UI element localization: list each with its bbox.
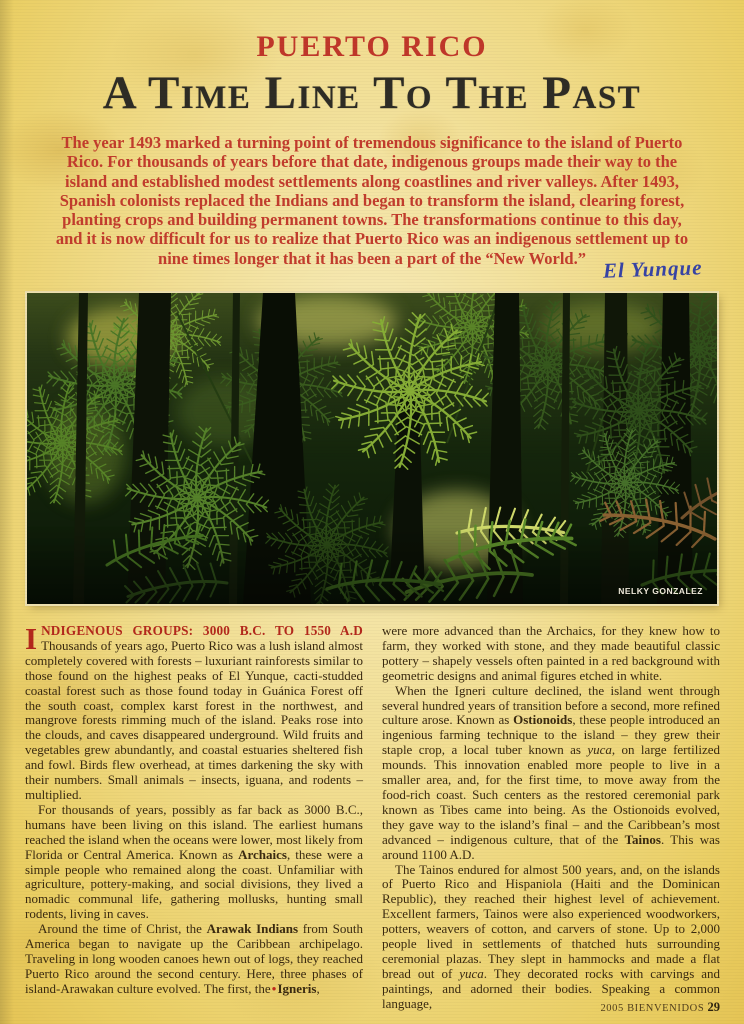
page-title: A Time Line To The Past	[102, 67, 642, 119]
article-paragraph	[25, 922, 363, 997]
text-segment: Arawak Indians	[206, 921, 298, 937]
text-segment: ,	[316, 980, 320, 996]
text-segment: Ostionoids	[513, 712, 573, 728]
drop-cap: I	[25, 621, 38, 656]
text-segment: yuca	[587, 742, 612, 758]
rainforest-illustration	[27, 293, 717, 604]
text-segment: . This was around 1100 A.D.	[382, 831, 720, 862]
text-segment: Archaics	[238, 846, 287, 862]
text-segment: , these people introduced an ingenious farming technique to the island – they grew their staple crop, a local tuber known as	[382, 712, 720, 758]
magazine-name: 2005 BIENVENIDOS	[600, 1003, 705, 1014]
article-paragraph	[382, 624, 720, 684]
article-paragraph	[382, 684, 720, 863]
text-segment: When the Igneri culture declined, the island went through several hundred years of transition before a second, more refined culture arose. Known as	[382, 682, 720, 728]
text-segment: , on large fertilized mounds. This innovation enabled more people to live in a smaller area, and, for the first time, to move away from the food-rich coast. Such centers as the restored ceremonial park known as Tibes came into being. As the Ostionoids evolved, they gave way to the island’s final – and the Caribbean’s most advanced – indigenous culture, that of the	[382, 742, 720, 847]
photo-credit: NELKY GONZALEZ	[618, 586, 703, 596]
article-paragraph	[25, 621, 363, 803]
intro-paragraph: The year 1493 marked a turning point of tremendous significance to the island of Puerto Rico. For thousands of years before that date, indigenous groups made their way to the island and established modest settlements along coastlines and river valleys. After 1493, Spanish colonists replaced the Indians and began to transform the island, clearing forest, planting crops and building permanent towns. The transformations continue to this day, and it is now difficult for us to realize that Puerto Rico was an indigenous settlement up to nine times longer that it has been a part of the “New World.”	[55, 133, 689, 268]
text-segment: The Tainos endured for almost 500 years, and, on the islands of Puerto Rico and Hispaniola (Haiti and the Dominican Republic), they reached their highest level of achievement. Excellent farmers, Tainos were also experienced woodworkers, potters, weavers of cotton, and carvers of stone. Up to 2,000 people lived in settlements of thatched huts surrounding ceremonial plazas. They slept in hammocks and made a flat bread out of	[382, 861, 720, 981]
text-segment: Thousands of years ago, Puerto Rico was a lush island almost completely covered with forests – luxuriant rainforests similar to those found on the highest peaks of El Yunque, cacti-studded coastal forest such as those found today in Guánica Forest off the south coast, complex karst forest in the northwest, and mangrove forests rimming much of the island. Peaks rose into the clouds, and caves disappeared underground. Wild fruits and vegetables grew abundantly, and coastal estuaries sheltered fish and fowl. Birds flew overhead, at times darkening the sky with their numbers. Small animals – insects, iguana, and rodents – multiplied.	[25, 637, 363, 802]
text-segment: Igneris	[277, 980, 317, 996]
text-segment: For thousands of years, possibly as far back as 3000 B.C., humans have been living on this island. The earliest humans reached the island when the oceans were lower, most likely from Florida or Central America. Known as	[25, 801, 363, 862]
text-segment: ●	[271, 983, 277, 993]
text-segment: from South America began to navigate up the Caribbean archipelago. Traveling in long wooden canoes hewn out of logs, they reached Puerto Rico around the second century. Here, three phases of island-Arawakan culture evolved. The first, the	[25, 921, 363, 996]
text-segment: . They decorated rocks with carvings and paintings, and adorned their bodies. Speaking a common language,	[382, 965, 720, 1011]
text-segment: were more advanced than the Archaics, for they knew how to farm, they worked with stone, and they made beautiful classic pottery – shapely vessels often painted in a red background with geometric designs and animal figures etched in white.	[382, 623, 720, 683]
article-paragraph	[25, 803, 363, 922]
article-left-column	[25, 621, 363, 1006]
text-segment: yuca	[459, 965, 484, 981]
article-paragraph	[382, 863, 720, 1012]
rainforest-photo	[27, 293, 717, 604]
section-heading: NDIGENOUS GROUPS: 3000 B.C. TO 1550 A.D	[41, 623, 363, 638]
photo-caption-signature: El Yunque	[602, 255, 703, 283]
text-segment: Tainos	[624, 831, 661, 847]
page-footer	[600, 1000, 720, 1015]
page-number: 29	[707, 1000, 720, 1014]
text-segment: Around the time of Christ, the	[38, 921, 207, 937]
kicker-title: PUERTO RICO	[256, 30, 488, 63]
text-segment: , these were a simple people who remained along the coast. Unfamiliar with agriculture, pottery-making, and social divisions, they lived a nomadic communal life, gathering mollusks, hunting small rodents, living in caves.	[25, 846, 363, 922]
